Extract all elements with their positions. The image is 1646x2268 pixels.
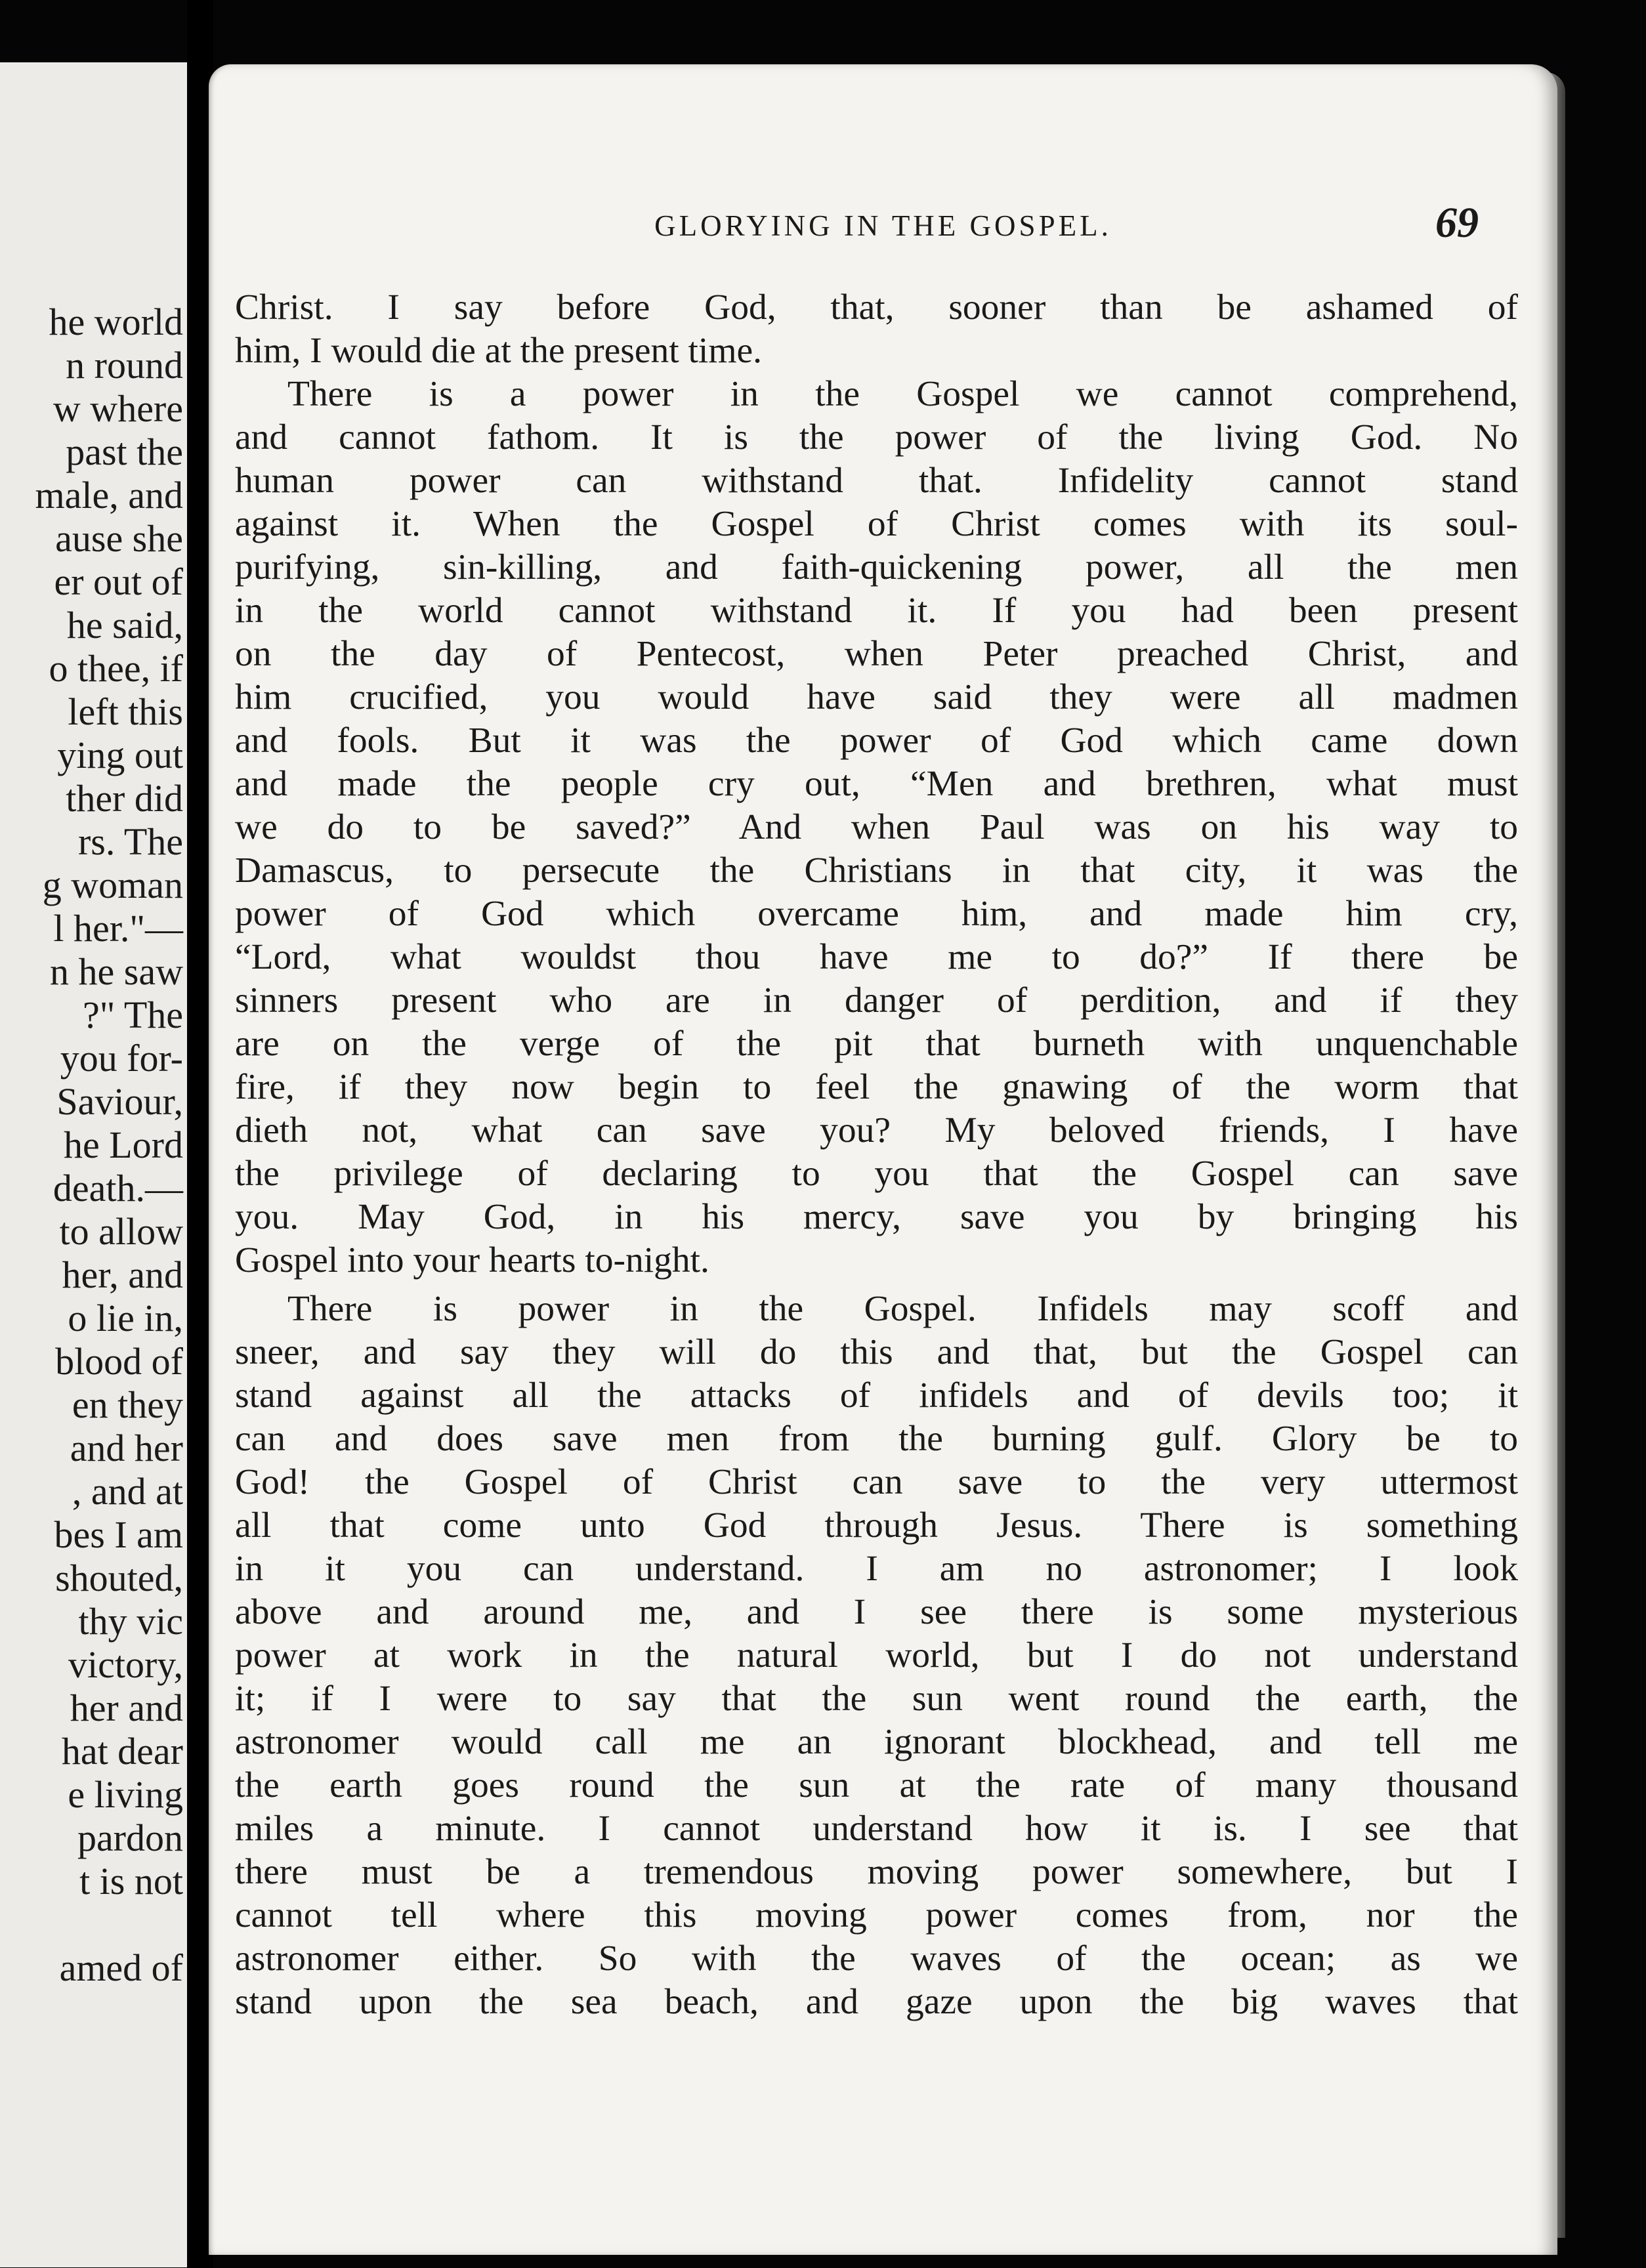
- left-page-line: Saviour,: [56, 1080, 183, 1123]
- left-page-line: he said,: [66, 604, 183, 646]
- left-page-line: to allow: [59, 1210, 183, 1253]
- body-line: human power can withstand that. Infidelity cannot stand: [235, 461, 1518, 501]
- left-page-line: bes I am: [54, 1513, 183, 1556]
- body-line: against it. When the Gospel of Christ comes with its soul-: [235, 504, 1518, 544]
- left-page-line: and her: [70, 1427, 183, 1469]
- body-line: above and around me, and I see there is some mysterious: [235, 1592, 1518, 1632]
- left-page-line: left this: [68, 690, 183, 733]
- body-line: him crucified, you would have said they were all madmen: [235, 677, 1518, 717]
- body-line: him, I would die at the present time.: [235, 331, 763, 371]
- body-line: all that come unto God through Jesus. There is something: [235, 1505, 1518, 1545]
- body-line: There is a power in the Gospel we cannot comprehend,: [287, 374, 1518, 414]
- body-line: miles a minute. I cannot understand how it is. I see that: [235, 1809, 1518, 1849]
- body-line: can and does save men from the burning gulf. Glory be to: [235, 1419, 1518, 1459]
- body-line: sinners present who are in danger of perdition, and if they: [235, 980, 1518, 1020]
- body-line: power at work in the natural world, but I do not understand: [235, 1635, 1518, 1675]
- body-line: the privilege of declaring to you that the Gospel can save: [235, 1154, 1518, 1194]
- left-page-line: you for-: [60, 1037, 183, 1080]
- left-page-line: he world: [49, 301, 183, 343]
- running-head: GLORYING IN THE GOSPEL.: [654, 209, 1112, 242]
- page-number: 69: [1435, 199, 1479, 247]
- body-line: are on the verge of the pit that burneth with unquenchable: [235, 1024, 1518, 1064]
- left-page-line: rs. The: [77, 820, 183, 863]
- left-page-line: he Lord: [64, 1124, 183, 1166]
- left-page-line: thy vic: [78, 1600, 183, 1643]
- left-page-line: her, and: [62, 1253, 183, 1296]
- left-page-line: victory,: [68, 1643, 183, 1686]
- left-page-line: ause she: [55, 517, 183, 560]
- body-line: “Lord, what wouldst thou have me to do?” If there be: [235, 937, 1518, 977]
- left-page: [0, 62, 187, 2267]
- body-line: there must be a tremendous moving power somewhere, but I: [235, 1852, 1518, 1892]
- left-page-line: l her."—: [53, 907, 183, 950]
- left-page-line: e living: [68, 1773, 183, 1816]
- body-line: stand upon the sea beach, and gaze upon the big waves that: [235, 1982, 1518, 2022]
- left-page-line: hat dear: [61, 1730, 183, 1773]
- body-line: it; if I were to say that the sun went round the earth, the: [235, 1679, 1518, 1719]
- left-page-line: o thee, if: [49, 647, 183, 690]
- body-line: fire, if they now begin to feel the gnawing of the worm that: [235, 1067, 1518, 1107]
- body-line: power of God which overcame him, and made him cry,: [235, 894, 1518, 934]
- left-page-line: ther did: [66, 777, 183, 820]
- body-line: Gospel into your hearts to-night.: [235, 1240, 709, 1280]
- left-page-line: pardon: [77, 1816, 183, 1859]
- left-page-line: o lie in,: [68, 1297, 183, 1339]
- left-page-line: ying out: [57, 734, 183, 776]
- left-page-line: t is not: [79, 1860, 183, 1902]
- left-page-line: er out of: [54, 560, 183, 603]
- left-page-line: , and at: [72, 1470, 183, 1513]
- body-line: in the world cannot withstand it. If you had been present: [235, 591, 1518, 631]
- body-line: purifying, sin-killing, and faith-quickening power, all the men: [235, 547, 1518, 587]
- right-page: [209, 64, 1557, 2255]
- body-line: and fools. But it was the power of God which came down: [235, 721, 1518, 761]
- left-page-line: n he saw: [50, 950, 183, 993]
- left-page-line: n round: [66, 344, 183, 387]
- body-line: on the day of Pentecost, when Peter preached Christ, and: [235, 634, 1518, 674]
- left-page-line: en they: [72, 1383, 183, 1426]
- left-page-line: her and: [70, 1687, 183, 1729]
- body-line: you. May God, in his mercy, save you by bringing his: [235, 1197, 1518, 1237]
- left-page-line: male, and: [35, 474, 183, 516]
- body-line: in it you can understand. I am no astronomer; I look: [235, 1549, 1518, 1589]
- body-line: and made the people cry out, “Men and brethren, what must: [235, 764, 1518, 804]
- body-line: cannot tell where this moving power comes from, nor the: [235, 1895, 1518, 1935]
- body-line: we do to be saved?” And when Paul was on his way to: [235, 807, 1518, 847]
- body-line: and cannot fathom. It is the power of the living God. No: [235, 417, 1518, 457]
- body-line: There is power in the Gospel. Infidels may scoff and: [287, 1289, 1518, 1329]
- left-page-line: g woman: [42, 864, 183, 906]
- left-page-line: w where: [53, 387, 183, 430]
- left-page-line: death.—: [53, 1167, 183, 1209]
- left-page-line: ?" The: [82, 994, 183, 1036]
- body-line: sneer, and say they will do this and that, but the Gospel can: [235, 1332, 1518, 1372]
- body-line: stand against all the attacks of infidels and of devils too; it: [235, 1376, 1518, 1416]
- left-page-line: past the: [66, 430, 183, 473]
- left-page-line: amed of: [59, 1946, 183, 1989]
- body-line: God! the Gospel of Christ can save to the very uttermost: [235, 1462, 1518, 1502]
- left-page-line: blood of: [55, 1340, 183, 1383]
- body-line: Christ. I say before God, that, sooner than be ashamed of: [235, 287, 1518, 327]
- body-line: astronomer would call me an ignorant blockhead, and tell me: [235, 1722, 1518, 1762]
- body-line: dieth not, what can save you? My beloved friends, I have: [235, 1110, 1518, 1150]
- body-line: the earth goes round the sun at the rate of many thousand: [235, 1765, 1518, 1805]
- body-line: Damascus, to persecute the Christians in that city, it was the: [235, 850, 1518, 891]
- left-page-line: shouted,: [55, 1557, 183, 1599]
- body-line: astronomer either. So with the waves of the ocean; as we: [235, 1939, 1518, 1979]
